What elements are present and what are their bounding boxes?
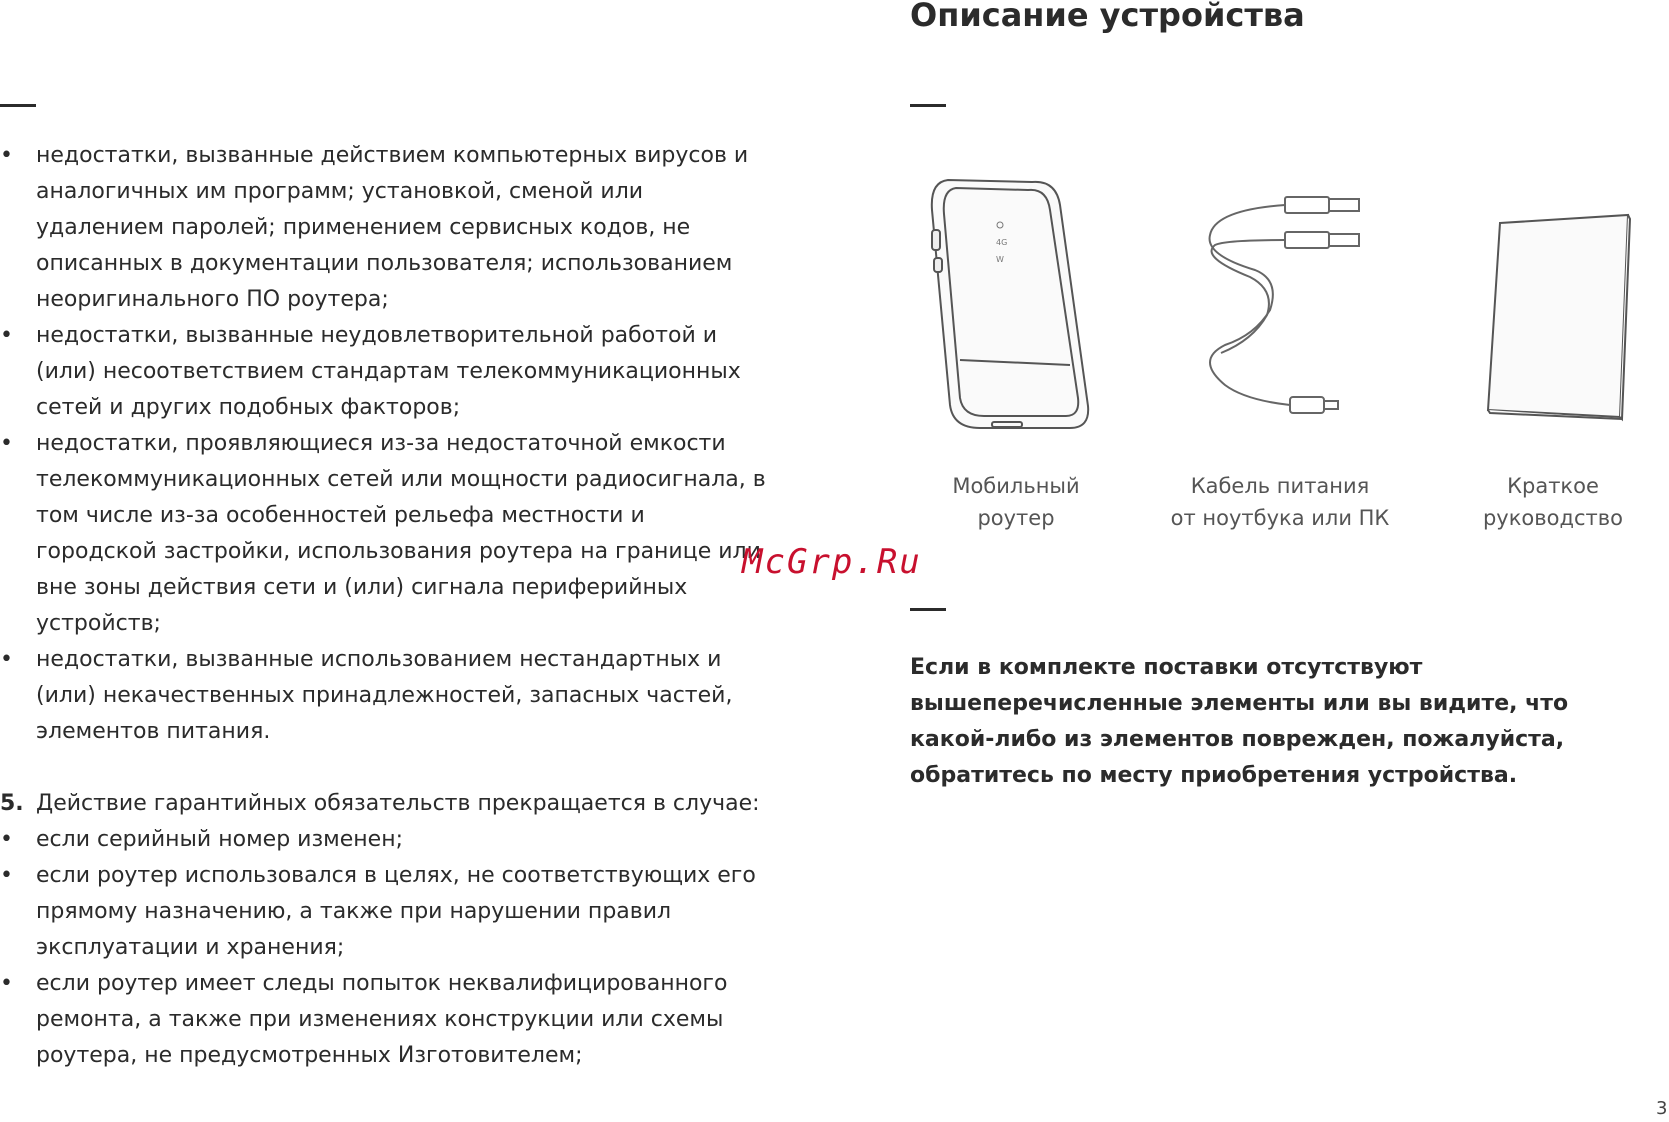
page-number: 3 [1656, 1098, 1668, 1119]
list-item: • если роутер использовался в целях, не соответствующих его прямому назначению, а также при нарушении правил эксплуатации и хранения; [0, 858, 770, 966]
list-item: • недостатки, вызванные неудовлетворительной работой и (или) несоответствием стандартам телекоммуникационных сетей и других подобных факторов; [0, 318, 770, 426]
list-item: • недостатки, вызванные действием компьютерных вирусов и аналогичных им программ; установкой, сменой или удалением паролей; применением сервисных кодов, не описанных в документации пользователя; использованием неоригинального ПО роутера; [0, 138, 770, 318]
bullet-icon: • [0, 647, 13, 672]
bullet-icon: • [0, 827, 13, 852]
page-title: Описание устройства [910, 0, 1305, 34]
exclusions-list-b [0, 822, 770, 1074]
item-text: Действие гарантийных обязательств прекращается в случае: [36, 791, 760, 816]
bullet-icon: • [0, 431, 13, 456]
list-item: • если роутер имеет следы попыток неквалифицированного ремонта, а также при изменениях конструкции или схемы роутера, не предусмотренных Изготовителем; [0, 966, 770, 1074]
bullet-icon: • [0, 143, 13, 168]
list-item: • недостатки, вызванные использованием нестандартных и (или) некачественных принадлежностей, запасных частей, элементов питания. [0, 642, 770, 750]
list-item: • если серийный номер изменен; [0, 822, 770, 858]
list-item: • недостатки, проявляющиеся из-за недостаточной емкости телекоммуникационных сетей или мощности радиосигнала, в том числе из-за особенностей рельефа местности и городской застройки, использования роутера на границе или вне зоны действия сети и (или) сигнала периферийных устройств; [0, 426, 770, 642]
bullet-icon: • [0, 971, 13, 996]
svg-text:W: W [996, 255, 1004, 264]
usb-cable-icon [1185, 185, 1385, 435]
item-caption-manual: Краткое руководство [1482, 474, 1624, 530]
missing-items-notice: Если в комплекте поставки отсутствуют вышеперечисленные элементы или вы видите, что какой-либо из элементов поврежден, пожалуйста, обратитесь по месту приобретения устройства. [910, 655, 1569, 788]
section-divider-bottom [910, 608, 946, 611]
bullet-icon: • [0, 323, 13, 348]
warranty-exclusions [0, 138, 770, 1074]
manual-booklet-icon [1480, 205, 1640, 425]
section-divider-left [0, 104, 36, 107]
numbered-item-5 [0, 786, 770, 822]
item-caption-router: Мобильный роутер [952, 474, 1080, 530]
svg-text:4G: 4G [996, 238, 1008, 247]
section-divider-top [910, 104, 946, 107]
bullet-icon: • [0, 863, 13, 888]
item-caption-cable: Кабель питания от ноутбука или ПК [1170, 474, 1390, 530]
watermark-text: McGrp.Ru [742, 542, 922, 582]
router-icon [920, 170, 1100, 440]
exclusions-list-a [0, 138, 770, 750]
item-number: 5. [0, 791, 24, 816]
